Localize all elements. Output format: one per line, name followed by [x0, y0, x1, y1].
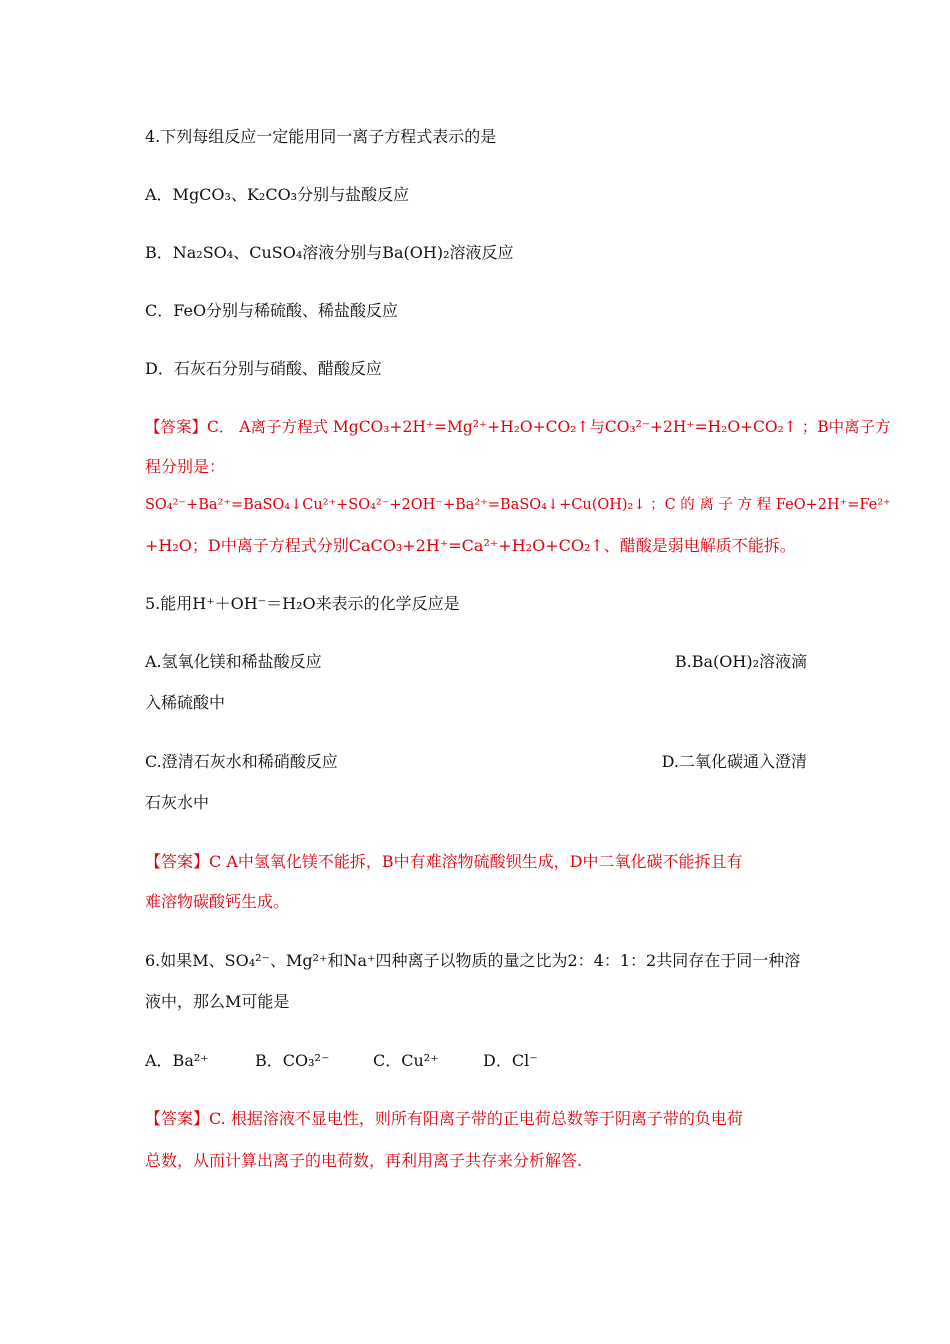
q4-answer-line-2: 程分别是： — [145, 457, 226, 476]
q4-answer-line-1: 【答案】C． A离子方程式 MgCO₃+2H⁺=Mg²⁺+H₂O+CO₂↑与CO₃²⁻+2H⁺=H₂O+CO₂↑ ；B中离子方 — [145, 418, 891, 436]
q6-option-d: D．Cl⁻ — [483, 1051, 538, 1070]
q5-option-d: D.二氧化碳通入澄清 — [661, 752, 807, 771]
q5-options-row-2 — [145, 751, 807, 773]
q5-option-d-continued: 石灰水中 — [145, 793, 210, 812]
q6-option-c: C．Cu²⁺ — [373, 1051, 439, 1070]
q4-option-c: C．FeO分别与稀硫酸、稀盐酸反应 — [145, 301, 399, 320]
q4-option-a: A．MgCO₃、K₂CO₃分别与盐酸反应 — [145, 185, 410, 204]
q5-answer-line-2: 难溶物碳酸钙生成。 — [145, 892, 290, 911]
q6-option-b: B．CO₃²⁻ — [255, 1051, 330, 1070]
q5-option-a: A.氢氧化镁和稀盐酸反应 — [145, 652, 322, 671]
q4-answer-line-4: +H₂O；D中离子方程式分别CaCO₃+2H⁺=Ca²⁺+H₂O+CO₂↑、醋酸是弱电解质不能拆。 — [145, 536, 796, 555]
q6-stem-line-2: 液中，那么M可能是 — [145, 992, 290, 1011]
q5-options-row-1 — [145, 651, 807, 673]
q4-answer-line-3: SO₄²⁻+Ba²⁺=BaSO₄↓Cu²⁺+SO₄²⁻+2OH⁻+Ba²⁺=BaSO₄↓+Cu(OH)₂↓ ；C 的 离 子 方 程 FeO+2H⁺=Fe²⁺ — [145, 497, 891, 513]
q4-option-d: D．石灰石分别与硝酸、醋酸反应 — [145, 359, 382, 378]
q4-stem: 4.下列每组反应一定能用同一离子方程式表示的是 — [145, 127, 497, 146]
q5-option-c: C.澄清石灰水和稀硝酸反应 — [145, 752, 338, 771]
q6-stem-line-1: 6.如果M、SO₄²⁻、Mg²⁺和Na⁺四种离子以物质的量之比为2：4：1：2共同存在于同一种溶 — [145, 951, 801, 970]
q4-option-b: B．Na₂SO₄、CuSO₄溶液分别与Ba(OH)₂溶液反应 — [145, 243, 514, 262]
q5-option-b-continued: 入稀硫酸中 — [145, 693, 226, 712]
q6-option-a: A．Ba²⁺ — [145, 1051, 209, 1070]
q6-answer-line-2: 总数，从而计算出离子的电荷数，再利用离子共存来分析解答. — [145, 1151, 583, 1170]
q5-stem: 5.能用H⁺＋OH⁻＝H₂O来表示的化学反应是 — [145, 594, 460, 613]
q6-answer-line-1: 【答案】C. 根据溶液不显电性，则所有阳离子带的正电荷总数等于阴离子带的负电荷 — [145, 1109, 743, 1128]
q5-answer-line-1: 【答案】C A中氢氧化镁不能拆，B中有难溶物硫酸钡生成，D中二氧化碳不能拆且有 — [145, 852, 743, 871]
q5-option-b: B.Ba(OH)₂溶液滴 — [674, 652, 807, 671]
